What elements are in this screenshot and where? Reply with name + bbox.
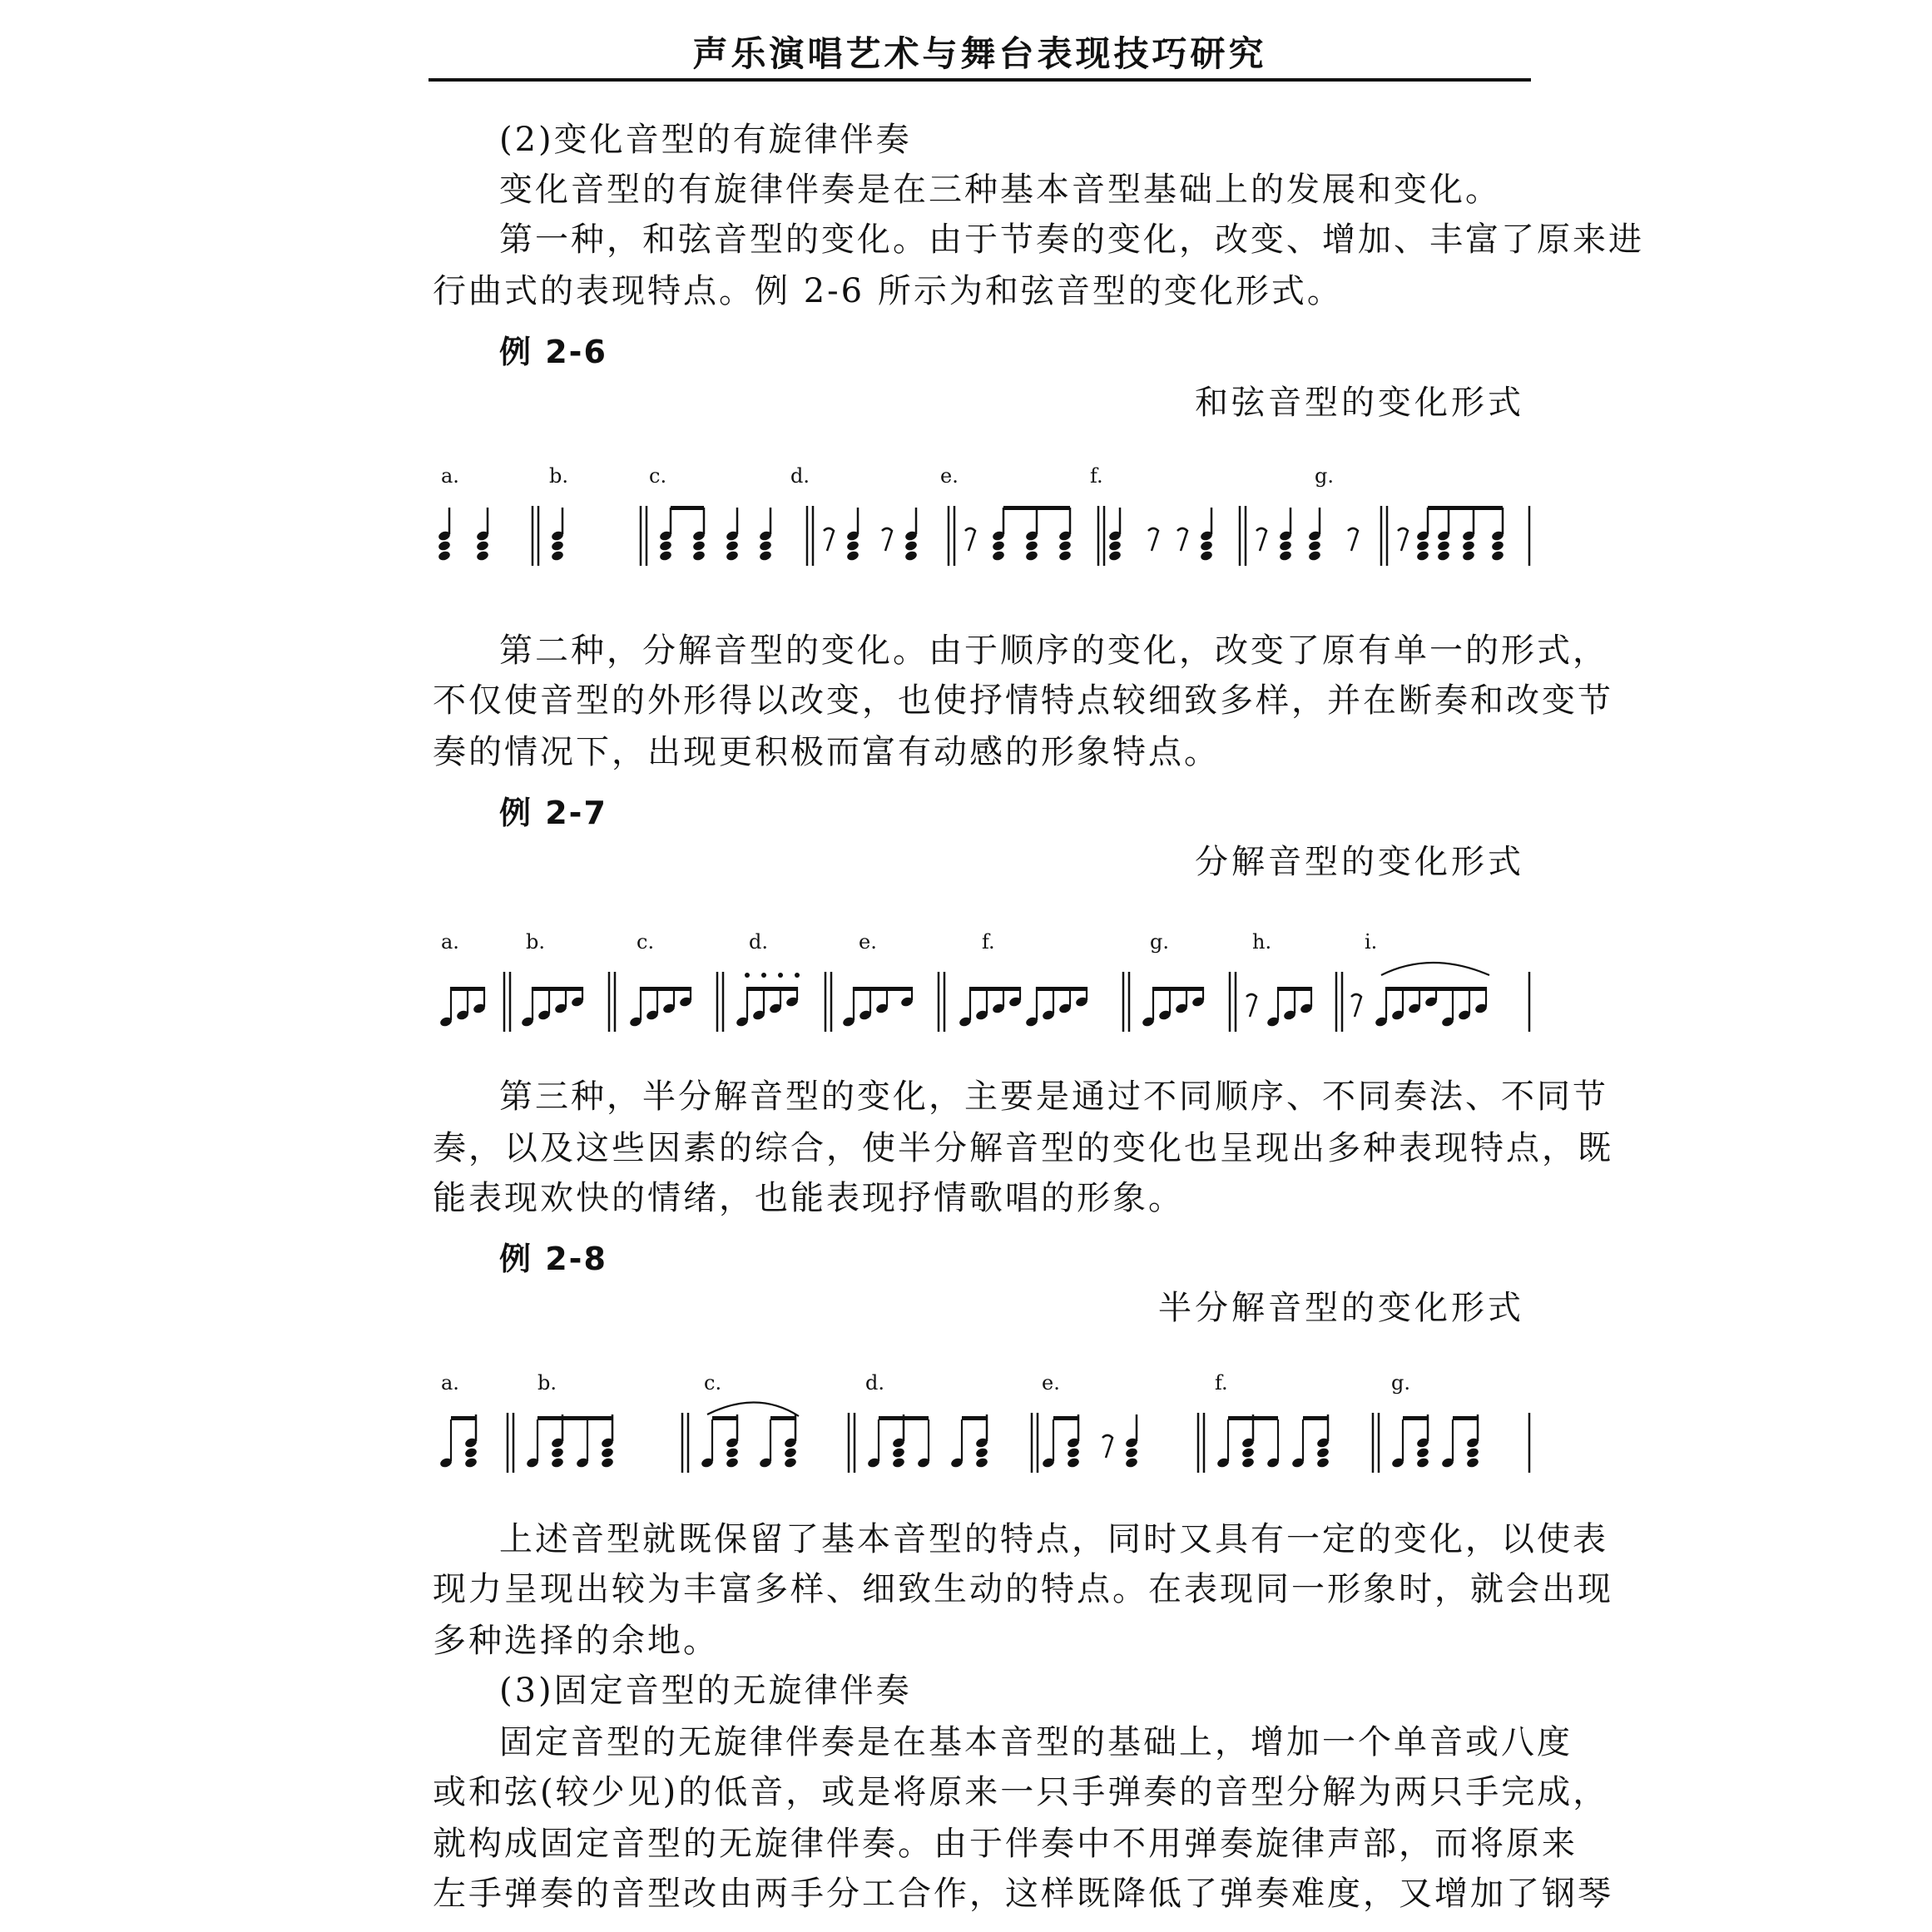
variant-label: b.	[549, 464, 568, 488]
paragraph-line: 不仅使音型的外形得以改变，也使抒情特点较细致多样，并在断奏和改变节	[433, 681, 1613, 720]
header-rule	[429, 78, 1531, 82]
chord-notehead	[1316, 1457, 1330, 1469]
chord-notehead	[692, 550, 706, 562]
paragraph-line: 就构成固定音型的无旋律伴奏。由于伴奏中不用弹奏旋律声部，而将原来	[433, 1825, 1578, 1863]
chord-notehead	[1416, 1447, 1430, 1459]
eighth-rest	[1351, 994, 1361, 1017]
variant-label: e.	[940, 464, 959, 488]
paragraph-line: 行曲式的表现特点。例 2-6 所示为和弦音型的变化形式。	[433, 272, 1343, 310]
beam	[1037, 987, 1087, 991]
eighth-rest	[1102, 1435, 1112, 1458]
chord-notehead	[1108, 550, 1122, 562]
beam	[533, 987, 582, 991]
beam	[451, 987, 484, 991]
chord-notehead	[1125, 1457, 1139, 1469]
chord-notehead	[892, 1457, 906, 1469]
page-header: 声乐演唱艺术与舞台表现技巧研究	[692, 33, 1267, 74]
paragraph-line: 能表现欢快的情绪，也能表现抒情歌唱的形象。	[433, 1179, 1184, 1217]
chord-notehead	[1416, 550, 1430, 562]
chord-notehead	[1058, 550, 1073, 562]
chord-notehead	[551, 540, 565, 552]
chord-notehead	[551, 550, 565, 562]
variant-label: d.	[790, 464, 810, 488]
beam	[1453, 1416, 1478, 1420]
beam	[1228, 1416, 1278, 1420]
chord-notehead	[1200, 540, 1214, 552]
broken-pattern-notation	[433, 924, 1539, 1048]
beam	[537, 1416, 612, 1420]
example-caption: 和弦音型的变化形式	[1195, 384, 1524, 422]
beam	[854, 987, 912, 991]
variant-label: g.	[1315, 464, 1334, 488]
variant-label: g.	[1391, 1371, 1410, 1395]
chord-notehead	[476, 540, 490, 552]
beam	[970, 987, 1020, 991]
chord-notehead	[726, 1447, 740, 1459]
chord-notehead	[726, 540, 740, 552]
chord-notehead	[1058, 540, 1073, 552]
chord-notehead	[1316, 1447, 1330, 1459]
notation-example-2-8	[433, 1365, 1539, 1489]
beam	[1278, 987, 1311, 991]
chord-notehead	[438, 540, 452, 552]
example-caption: 半分解音型的变化形式	[1158, 1289, 1524, 1327]
chord-notehead	[476, 550, 490, 562]
beam	[1428, 506, 1503, 510]
paragraph-line: 或和弦(较少见)的低音，或是将原来一只手弹奏的音型分解为两只手完成，	[433, 1773, 1609, 1811]
chord-notehead	[601, 1457, 615, 1469]
chord-notehead	[551, 1447, 565, 1459]
eighth-rest	[1256, 528, 1266, 551]
eighth-rest	[1246, 994, 1256, 1017]
paragraph-line: 上述音型就既保留了基本音型的特点，同时又具有一定的变化，以使表	[499, 1520, 1608, 1558]
chord-notehead	[1200, 550, 1214, 562]
example-label: 例 2-6	[499, 334, 607, 370]
beam	[879, 1416, 929, 1420]
notation-example-2-7	[433, 924, 1539, 1048]
notation-example-2-6	[433, 458, 1539, 582]
beam	[962, 1416, 987, 1420]
variant-label: f.	[982, 930, 995, 954]
variant-label: a.	[441, 930, 459, 954]
beam	[1053, 1416, 1078, 1420]
beam	[712, 1416, 737, 1420]
chord-notehead	[1466, 1457, 1480, 1469]
chord-notehead	[904, 550, 919, 562]
variant-label: f.	[1215, 1371, 1228, 1395]
eighth-rest	[824, 528, 834, 551]
variant-label: h.	[1252, 930, 1272, 954]
chord-notehead	[601, 1447, 615, 1459]
chord-notehead	[1067, 1447, 1081, 1459]
chord-notehead	[1466, 1447, 1480, 1459]
chord-notehead	[1279, 550, 1293, 562]
chord-notehead	[726, 550, 740, 562]
chord-notehead	[759, 540, 773, 552]
staccato-dot	[745, 973, 750, 978]
example-label: 例 2-8	[499, 1241, 607, 1277]
variant-label: e.	[859, 930, 877, 954]
eighth-rest	[1348, 528, 1358, 551]
chord-notehead	[992, 550, 1006, 562]
chord-notehead	[1125, 1447, 1139, 1459]
chord-notehead	[975, 1447, 989, 1459]
paragraph-line: 现力呈现出较为丰富多样、细致生动的特点。在表现同一形象时，就会出现	[433, 1570, 1613, 1608]
eighth-rest	[965, 528, 975, 551]
chord-notehead	[659, 550, 673, 562]
beam	[1403, 1416, 1428, 1420]
chord-notehead	[551, 1457, 565, 1469]
beam	[1303, 1416, 1328, 1420]
half-broken-pattern-notation	[433, 1365, 1539, 1489]
chord-notehead	[1025, 540, 1039, 552]
example-caption: 分解音型的变化形式	[1195, 843, 1524, 881]
beam	[1386, 987, 1486, 991]
paragraph-line: 多种选择的余地。	[433, 1622, 719, 1660]
eighth-rest	[1398, 528, 1408, 551]
eighth-rest	[882, 528, 892, 551]
tie	[707, 1402, 799, 1416]
variant-label: d.	[865, 1371, 884, 1395]
variant-label: b.	[537, 1371, 557, 1395]
chord-notehead	[1108, 540, 1122, 552]
chord-notehead	[1067, 1457, 1081, 1469]
beam	[451, 1416, 476, 1420]
chord-notehead	[846, 550, 860, 562]
chord-notehead	[1416, 1457, 1430, 1469]
variant-label: a.	[441, 464, 459, 488]
variant-label: c.	[704, 1371, 722, 1395]
paragraph-line: 左手弹奏的音型改由两手分工合作，这样既降低了弹奏难度，又增加了钢琴	[433, 1875, 1613, 1913]
variant-label: f.	[1090, 464, 1103, 488]
variant-label: e.	[1042, 1371, 1060, 1395]
chord-notehead	[692, 540, 706, 552]
subheading-3: (3)固定音型的无旋律伴奏	[499, 1672, 912, 1710]
chord-notehead	[1308, 550, 1322, 562]
chord-notehead	[1241, 1457, 1256, 1469]
paragraph-line: 奏，以及这些因素的综合，使半分解音型的变化也呈现出多种表现特点，既	[433, 1129, 1613, 1167]
chord-notehead	[1491, 550, 1505, 562]
chord-notehead	[659, 540, 673, 552]
variant-label: i.	[1365, 930, 1378, 954]
chord-notehead	[784, 1457, 798, 1469]
chord-notehead	[1025, 550, 1039, 562]
eighth-rest	[1148, 528, 1158, 551]
eighth-rest	[1177, 528, 1187, 551]
staccato-dot	[761, 973, 766, 978]
paragraph-line: 第三种，半分解音型的变化，主要是通过不同顺序、不同奏法、不同节	[499, 1077, 1608, 1116]
variant-label: b.	[526, 930, 545, 954]
slur	[1381, 963, 1489, 975]
beam	[770, 1416, 795, 1420]
staccato-dot	[795, 973, 800, 978]
chord-notehead	[1308, 540, 1322, 552]
chord-notehead	[1437, 540, 1451, 552]
paragraph-line: 第二种，分解音型的变化。由于顺序的变化，改变了原有单一的形式，	[499, 632, 1608, 670]
variant-label: g.	[1150, 930, 1169, 954]
chord-notehead	[1462, 540, 1476, 552]
chord-notehead	[759, 550, 773, 562]
beam	[747, 987, 797, 991]
chord-notehead	[1416, 540, 1430, 552]
variant-label: d.	[749, 930, 768, 954]
beam	[1003, 506, 1070, 510]
paragraph-line: 奏的情况下，出现更积极而富有动感的形象特点。	[433, 733, 1220, 771]
chord-notehead	[975, 1457, 989, 1469]
variant-label: c.	[637, 930, 655, 954]
chord-notehead	[1279, 540, 1293, 552]
chord-notehead	[846, 540, 860, 552]
variant-label: c.	[649, 464, 667, 488]
paragraph-line: 第一种，和弦音型的变化。由于节奏的变化，改变、增加、丰富了原来进	[499, 220, 1644, 259]
paragraph-line: 变化音型的有旋律伴奏是在三种基本音型基础上的发展和变化。	[499, 171, 1501, 209]
subheading-2: (2)变化音型的有旋律伴奏	[499, 121, 912, 159]
staccato-dot	[778, 973, 783, 978]
chord-notehead	[438, 550, 452, 562]
beam	[671, 506, 704, 510]
chord-notehead	[992, 540, 1006, 552]
chord-notehead	[726, 1457, 740, 1469]
chord-notehead	[1437, 550, 1451, 562]
chord-notehead	[1491, 540, 1505, 552]
beam	[1153, 987, 1203, 991]
chord-notehead	[904, 540, 919, 552]
chord-notehead	[464, 1457, 478, 1469]
chord-pattern-notation	[433, 458, 1539, 582]
chord-notehead	[1462, 550, 1476, 562]
beam	[641, 987, 691, 991]
chord-notehead	[784, 1447, 798, 1459]
example-label: 例 2-7	[499, 795, 607, 831]
chord-notehead	[892, 1447, 906, 1459]
paragraph-line: 固定音型的无旋律伴奏是在基本音型的基础上，增加一个单音或八度	[499, 1723, 1573, 1761]
chord-notehead	[1241, 1447, 1256, 1459]
chord-notehead	[464, 1447, 478, 1459]
variant-label: a.	[441, 1371, 459, 1395]
